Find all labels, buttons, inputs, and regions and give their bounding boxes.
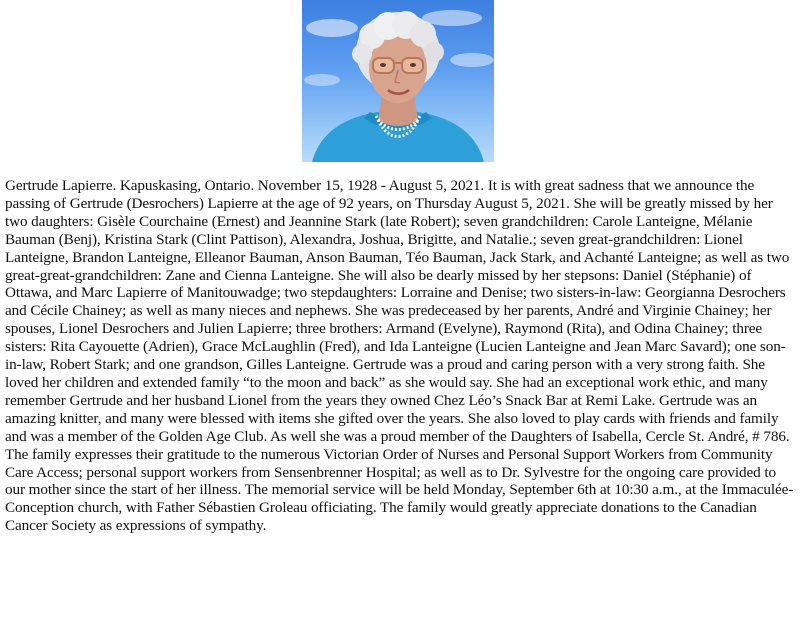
portrait-illustration [302, 0, 494, 162]
portrait-photo [302, 0, 494, 162]
obituary-text: Gertrude Lapierre. Kapuskasing, Ontario. November 15, 1928 - August 5, 2021. It is with great sadness that we announce the passing of Gertrude (Desrochers) Lapierre at the age of 92 years, on Thursday August 5, 2021. She will be greatly missed by her two daughters: Gisèle Courchaine (Ernest) and Jeannine Stark (late Robert); seven grandchildren: Carole Lanteigne, Mélanie Bauman (Benj), Kristina Stark (Clint Pattison), Alexandra, Joshua, Brigitte, and Natalie.; seven great-grandchildren: Lionel Lanteigne, Brandon Lanteigne, Elleanor Bauman, Anson Bauman, Téo Bauman, Jack Stark, and Achanté Lanteigne; as well as two great-great-grandchildren: Zane and Cienna Lanteigne. She will also be dearly missed by her stepsons: Daniel (Stéphanie) of Ottawa, and Marc Lapierre of Manitouwadge; two stepdaughters: Lorraine and Denise; two sisters-in-law: Georgianna Desrochers and Cécile Chainey; as well as many nieces and nephews. She was predeceased by her parents, André and Virginie Chainey; her spouses, Lionel Desrochers and Julien Lapierre; three brothers: Armand (Evelyne), Raymond (Rita), and Odina Chainey; three sisters: Rita Cayouette (Adrien), Grace McLaughlin (Fred), and Ida Lanteigne (Lucien Lanteigne and Jean Marc Savard); one son-in-law, Robert Stark; and one grandson, Gilles Lanteigne. Gertrude was a proud and caring person with a very strong faith. She loved her children and extended family “to the moon and back” as she would say. She had an exceptional work ethic, and many remember Gertrude and her husband Lionel from the years they owned Chez Léo’s Snack Bar at Remi Lake. Gertrude was an amazing knitter, and many were blessed with items she gifted over the years. She also loved to play cards with friends and family and was a member of the Golden Age Club. As well she was a proud member of the Daughters of Isabella, Cercle St. André, # 786. The family expresses their gratitude to the numerous Victorian Order of Nurses and Personal Support Workers from Community Care Access; personal support workers from Sensenbrenner Hospital; as well as to Dr. Sylvestre for the ongoing care provided to our mother since the start of her illness. The memorial service will be held Monday, September 6th at 10:30 a.m., at the Immaculée-Conception church, with Father Sébastien Groleau officiating. The family would greatly appreciate donations to the Canadian Cancer Society as expressions of sympathy. [5, 177, 794, 535]
